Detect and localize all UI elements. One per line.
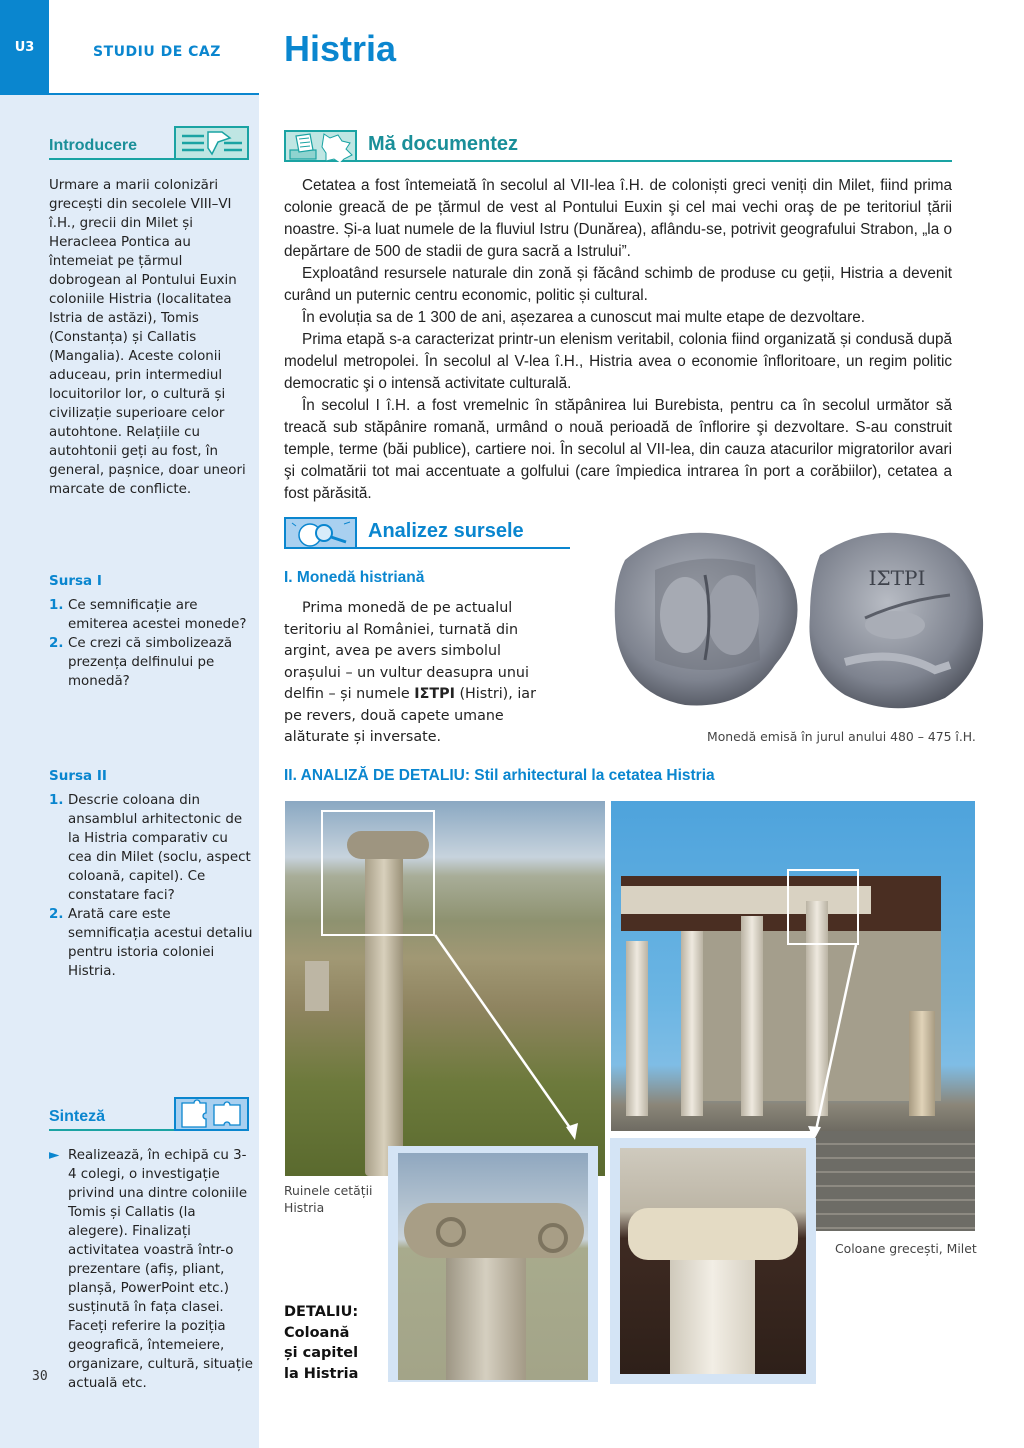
coin-obverse [615,533,798,706]
question-number: 1. [49,793,64,808]
paragraph: În evoluția sa de 1 300 de ani, așezarea a cunoscut mai multe etape de dezvoltare. [302,309,865,326]
ionic-capital [628,1208,798,1260]
histria-capital-photo [398,1153,588,1380]
documentez-header [284,130,952,162]
coin-photo [605,520,990,715]
source2-title: Sursa II [49,768,107,784]
coin-text-part: (Histri), iar pe revers, două capete umane alăturate și inversate. [284,686,536,745]
milet-detail-frame [610,1138,816,1384]
detail-label-line: Coloană [284,1324,350,1341]
volute [436,1217,466,1247]
question-text: Arată care este semnificația acestui detaliu pentru istoria coloniei Histria. [68,907,253,979]
detail-label-line: și capitel [284,1345,359,1361]
synthesis-header [49,1097,249,1131]
histria-detail-frame [388,1146,598,1382]
paragraph: În secolul I î.H. a fost vremelnic în stăpânirea lui Burebista, pentru ca în secolul următor să treacă sub stăpânire romană, urmând o nouă perioadă de înflorire şi dezvoltare. S-au construit temple, terme (băi publice), cartiere noi. În secolul al VII-lea, din cauza atacurilor migratorilor avari şi colmatării tot mai accentuate a golfului (care împiedica intrarea în port a corăbiilor), cetatea a fost părăsită. [284,397,952,502]
steps-photo [815,1131,975,1231]
column [681,931,703,1116]
synthesis-body: Realizează, în echipă cu 3-4 colegi, o investigație privind una dintre coloniile Tomis și Callatis (la alegere). Finalizați activitatea voastră într-o prezentare (afiș, pliant, planșă, PowerPoint etc.) susținută în fața clasei. Faceți referire la poziția geografică, întemeiere, organizare, cultură, situație actuală etc. [68,1148,253,1391]
paragraph: Prima etapă s-a caracterizat printr-un elenism veritabil, colonia fiind organizată și condusă după modelul metropolei. În secolul al V-lea î.H., Histria avea o economie înfloritoare, un regim politic democratic şi o intensă activitate culturală. [284,331,952,392]
unit-label: U3 [14,40,35,55]
fluted-column [670,1248,755,1374]
intro-header [49,126,249,160]
writing-hand-icon [174,126,249,160]
column-shaft [446,1253,526,1380]
coin-reverse [809,533,983,709]
question-item [49,596,254,634]
question-item [49,905,254,981]
question-item [49,634,254,691]
question-number: 2. [49,907,64,922]
detail-title: II. ANALIZĂ DE DETALIU: Stil arhitectural la cetatea Histria [284,767,715,784]
unit-badge [0,0,49,95]
page-number: 30 [32,1369,48,1384]
documentez-text [284,175,952,505]
section-label: STUDIU DE CAZ [93,44,221,60]
coin-text-part: Prima monedă de pe actualul teritoriu al României, turnată din argint, avea pe avers simbolul orașului – un vultur deasupra unui delfin – și numele [284,600,529,702]
column [626,941,648,1116]
paragraph: Exploatând resursele naturale din zonă și făcând schimb de produse cu geții, Histria a devenit curând un puternic centru economic, politic și cultural. [284,265,952,304]
coin-caption: Monedă emisă în jurul anului 480 – 475 î.H. [707,729,976,744]
paragraph: Cetatea a fost întemeiată în secolul al VII-lea î.H. de coloniști greci veniți din Milet, fiind prima colonie greacă de pe țărmul de vest al Pontului Euxin şi cel mai vechi oraş de pe teritoriul țării noastre. Și-a luat numele de la fluviul Istru (Dunărea), aflându-se, potrivit geografului Strabon, „la o depărtare de 500 de stadii de gura sacră a Istrului”. [284,177,952,260]
column [741,916,763,1116]
highlight-box [787,869,859,945]
intro-text: Urmare a marii colonizări grecești din secolele VIII–VI î.H., grecii din Milet și Heracleea Pontica au întemeiat pe țărmul dobrogean al Pontului Euxin coloniile Histria (localitatea Istria de astăzi), Tomis (Constanța) și Callatis (Mangalia). Aceste colonii aduceau, prin intermediul locuitorilor lor, o cultură și civilizație superioare celor autohtone. Relațiile cu autohtonii geți au fost, în general, pașnice, doar uneori marcate de conflicte. [49,178,246,497]
magnifier-globe-icon [284,517,357,549]
histria-ruins-photo [285,801,605,1176]
highlight-box [321,810,435,936]
broken-column [909,1011,935,1116]
source1-questions [49,596,254,691]
intro-title: Introducere [49,137,138,154]
documentez-title: Mă documentez [368,133,519,155]
synthesis-text [49,1146,254,1393]
question-text: Ce crezi că simbolizează prezența delfinului pe monedă? [68,636,233,689]
bullet-icon: ► [49,1148,60,1163]
column-fragment [305,961,329,1011]
source1-title: Sursa I [49,573,102,589]
documents-icon [284,130,357,162]
synthesis-title: Sinteză [49,1108,106,1125]
volute [538,1223,568,1253]
page-title: Histria [284,28,397,69]
question-number: 2. [49,636,64,651]
question-text: Ce semnificație are emiterea acestei monede? [68,598,247,632]
coin-description [284,598,544,749]
question-number: 1. [49,598,64,613]
milet-columns-photo [611,801,975,1131]
analizez-header [284,517,570,549]
puzzle-icon [174,1097,249,1131]
coin-inscription: ΙΣΤΡΙ [868,566,926,590]
coin-title: I. Monedă histriană [284,569,425,586]
detail-label-line: la Histria [284,1365,359,1382]
analizez-title: Analizez sursele [368,520,524,542]
histria-caption: Ruinele cetății Histria [284,1183,373,1215]
question-text: Descrie coloana din ansamblul arhitectonic de la Histria comparativ cu cea din Milet (soclu, aspect coloană, capitel). Ce constatare faci? [68,793,251,903]
milet-capital-photo [620,1148,806,1374]
detail-label [284,1302,358,1384]
detail-label-line: DETALIU: [284,1304,359,1320]
coin-name: ΙΣΤΡΙ [414,686,455,702]
question-item [49,791,254,905]
source2-questions [49,791,254,981]
milet-caption: Coloane grecești, Milet [835,1241,977,1256]
